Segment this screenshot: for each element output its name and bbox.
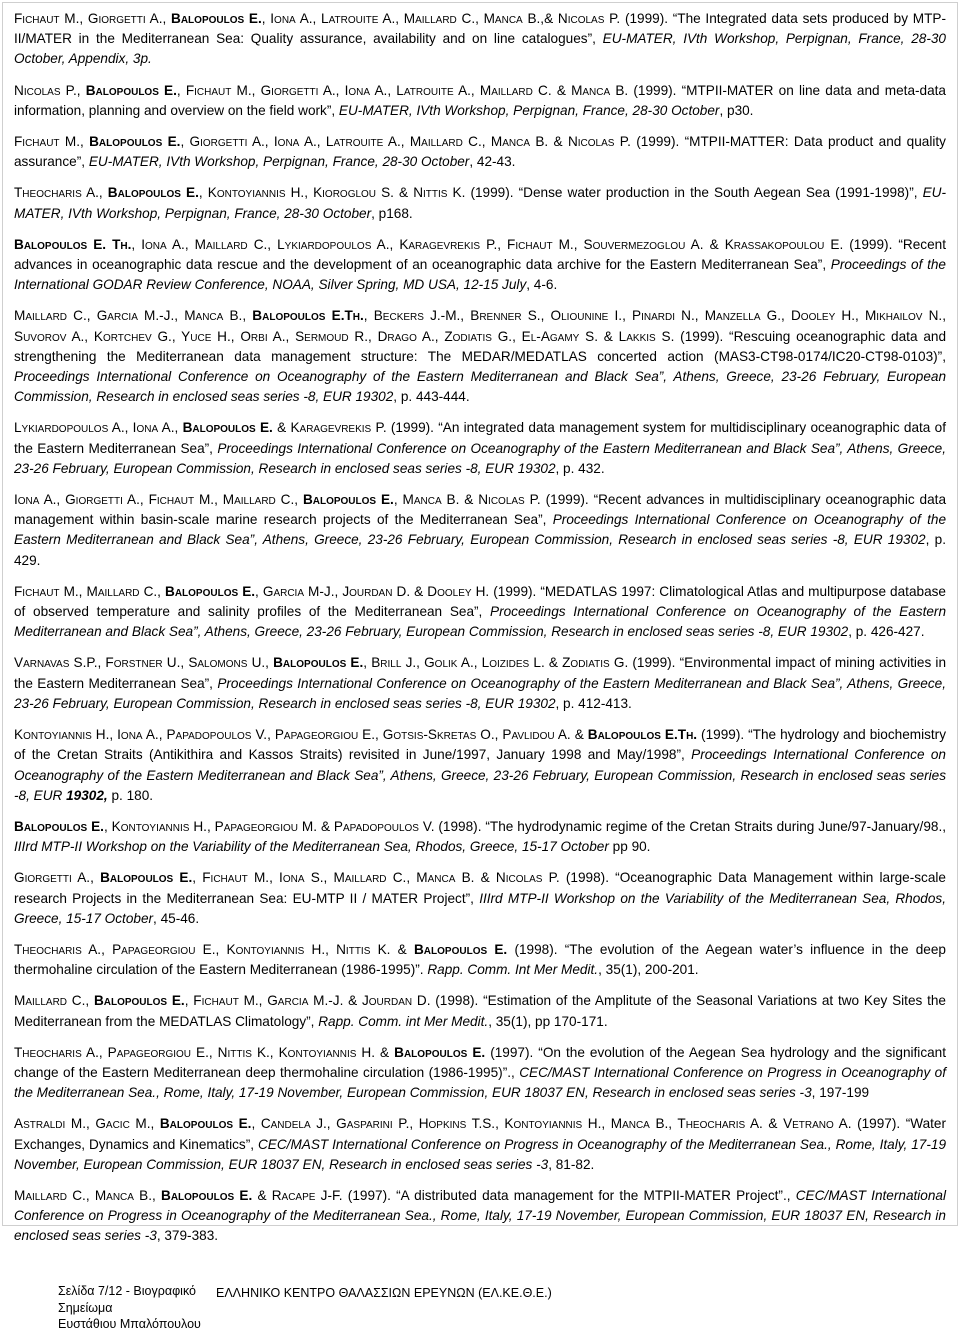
reference-text-run: pp 90. [608,839,651,855]
reference-text-run: Iona A., Giorgetti A., Fichaut M., Maillard C., [14,492,303,508]
reference-text-run: Balopoulos E. [182,420,273,436]
reference-text-run: CEC/MAST International Conference on Progress in Oceanography of the Mediterranean Sea., Rome, Italy, 17-19 November, European Commission, EUR 18037 EN, Research in enclosed seas series -3 [14,1187,946,1244]
reference-text-run: (1999). “The Integrated data sets produced by MTP-II/MATER in the Mediterranean Sea: Quality assurance, availability and on line catalogues”, [14,11,946,47]
reference-text-run: (1998). “Oceanographic Data Management within large-scale research Projects in the Mediterranean Sea: EU-MTP II / MATER Project”, [14,870,946,906]
reference-text-run: (1998). “Estimation of the Amplitute of the Seasonal Variations at two Key Sites the Mediterranean from the MEDATLAS Climatology”, [14,993,946,1029]
reference-entry [14,132,946,172]
reference-text-run: Balopoulos E. [89,134,181,150]
reference-text-run: Rapp. Comm. Int Mer Medit. [427,962,599,978]
references-list [2,2,958,1244]
reference-text-run: (1999). “The hydrology and biochemistry of the Cretan Straits (Antikithira and Kassos Straits) revisited in June/1997, January 1998 and May/1998”, [14,727,946,763]
reference-text-run: , Garcia M-J., Jourdan D. & Dooley H. [255,583,494,599]
reference-text-run: (1997). “On the evolution of the Aegean Sea hydrology and the significant change of the Eastern Mediterranean deep thermohaline circulation (1986-1995)”., [14,1044,947,1080]
reference-entry [14,582,946,643]
reference-text-run: (1998). “The evolution of the Aegean water’s influence in the deep thermohaline circulation of the Eastern Mediterranean (1986-1995)”. [14,941,946,978]
reference-text-run: , 81-82. [548,1156,595,1172]
reference-entry [14,306,946,407]
reference-text-run: Fichaut M., [14,134,90,150]
reference-text-run: , Manca B. & Nicolas P. [393,492,546,508]
reference-text-run: Balopoulos E. [394,1044,486,1060]
reference-text-run: Balopoulos E. [161,1187,253,1203]
reference-text-run: EU-MATER, IVth Workshop, Perpignan, France, 28-30 October [14,185,947,221]
reference-text-run: & Karagevrekis P. [272,420,391,436]
reference-text-run: , Beckers J.-M., Brenner S., Oliounine I., Pinardi N., Manzella G., Dooley H., Mikhailov N., Suvorov A., Kortchev G., Yuce H., Orbi A., Sermoud R., Drago A., Zodiatis G., El-Agamy S. & Lakkis S. [14,308,946,344]
reference-entry [14,653,946,714]
reference-text-run: EU-MATER, IVth Workshop, Perpignan, France, 28-30 October, Appendix, 3p. [14,31,946,67]
footer-page-info [58,1283,238,1333]
reference-text-run: Fichaut M., Maillard C., [14,583,165,599]
reference-text-run: (1999). “Recent advances in oceanographic data rescue and the development of an oceanographic data archive for the Eastern Mediterranean Sea”, [14,236,946,273]
reference-text-run: Balopoulos E.Th. [587,727,698,743]
reference-text-run: (1999). “Environmental impact of mining activities in the Eastern Mediterranean Sea”, [14,655,947,691]
reference-entry [14,1043,946,1104]
reference-text-run: , Fichaut M., Giorgetti A., Iona A., Latrouite A., Maillard C. & Manca B. [176,82,634,98]
reference-text-run: Balopoulos E. [273,655,364,671]
reference-text-run: CEC/MAST International Conference on Progress in Oceanography of the Mediterranean Sea., Rome, Italy, 17-19 November, European Commission, EUR 18037 EN, Research in enclosed seas series -3 [14,1064,946,1101]
reference-entry [14,418,946,479]
reference-text-run: Maillard C., Garcia M.-J., Manca B., [14,308,253,324]
reference-text-run: Balopoulos E. [159,1116,252,1132]
reference-text-run: , Candela J., Gasparini P., Hopkins T.S., Kontoyiannis H., Manca B., Theocharis A. & Vetrano A. [251,1116,858,1132]
reference-entry [14,868,946,929]
reference-text-run: Balopoulos E. [93,993,185,1009]
reference-entry [14,81,946,121]
reference-text-run: , p30. [719,102,754,118]
reference-text-run: IIIrd MTP-II Workshop on the Variability of the Mediterranean Sea, Rhodos, Greece, 15-17 October [14,839,609,855]
reference-entry [14,490,946,571]
reference-text-run: Theocharis A., [14,185,108,201]
reference-text-run: (1999). “Rescuing oceanographic data and strengthening the Mediterranean data management structure: The MEDAR/MEDATLAS concerted action (MAS3-CT98-0174/IC20-CT98-0103)”, [14,328,947,364]
reference-text-run: Proceedings International Conference on Oceanography of the Eastern Mediterranean and Black Sea”, Athens, Greece, 23-26 February, European Commission, Research in enclosed seas series -8, EUR 19302 [14,604,946,640]
reference-text-run: Proceedings of the International GODAR Review Conference, NOAA, Silver Spring, MD USA, 12-15 July [14,257,946,293]
reference-text-run: Proceedings International Conference on Oceanography of the Eastern Mediterranean and Black Sea”, Athens, Greece, 23-26 February, European Commission, Research in enclosed seas series -8, EUR [14,747,946,803]
reference-text-run: , p. 429. [14,532,946,568]
reference-text-run: Maillard C., Manca B., [14,1187,161,1203]
reference-text-run: Proceedings International Conference on Oceanography of the Eastern Mediterranean and Black Sea”, Athens, Greece, 23-26 February, European Commission, Research in enclosed seas series -8, EUR 19302 [14,440,946,476]
reference-text-run: Lykiardopoulos A., Iona A., [14,420,183,436]
reference-entry [14,9,946,70]
reference-text-run: , 4-6. [526,277,558,293]
reference-text-run: (1997). “Water Exchanges, Dynamics and Kinematics”, [14,1116,947,1152]
reference-text-run: Theocharis A., Papageorgiou E., Kontoyiannis H., Nittis K. & [14,941,414,957]
reference-text-run: (1997). “A distributed data management for the MTPII-MATER Project”., [347,1187,796,1203]
reference-text-run: CEC/MAST International Conference on Progress in Oceanography of the Mediterranean Sea., Rome, Italy, 17-19 November, European Commission, EUR 18037 EN, Research in enclosed seas series -3 [14,1136,947,1172]
reference-text-run: & Racape J-F. [252,1187,348,1203]
reference-text-run: , p168. [371,205,413,221]
reference-text-run: , Kontoyiannis H., Kioroglou S. & Nittis K. [198,185,471,201]
reference-text-run: , 35(1), 200-201. [598,962,699,978]
footer-author: Ευστάθιου Μπαλόπουλου [58,1317,201,1331]
reference-text-run: Balopoulos E. [85,82,177,98]
reference-text-run: , p. 426-427. [848,624,925,640]
reference-text-run: Balopoulos E. [171,11,262,26]
reference-text-run: , 42-43. [469,154,516,170]
reference-text-run: (1998). “The hydrodynamic regime of the Cretan Straits during June/97-January/98., [438,818,947,834]
reference-text-run: Balopoulos E. [165,583,256,599]
reference-text-run: Maillard C., [14,993,94,1009]
reference-text-run: Fichaut M., Giorgetti A., [14,11,172,26]
reference-text-run: Balopoulos E. [302,492,394,508]
reference-text-run: p. 180. [107,787,154,803]
reference-text-run: , Brill J., Golik A., Loizides L. & Zodiatis G. [363,655,633,671]
reference-text-run: Rapp. Comm. int Mer Medit. [318,1013,489,1029]
reference-text-run: Proceedings International Conference on Oceanography of the Eastern Mediterranean and Black Sea”, Athens, Greece, 23-26 February, European Commission, Research in enclosed seas series -8, EUR 19302 [14,512,947,548]
reference-entry [14,235,946,296]
reference-text-run: Astraldi M., Gacic M., [14,1116,160,1132]
reference-text-run: Kontoyiannis H., Iona A., Papadopoulos V., Papageorgiou E., Gotsis-Skretas O., Pavlidou A. & [14,727,588,743]
reference-text-run: EU-MATER, IVth Workshop, Perpignan, France, 28-30 October [338,102,720,118]
reference-text-run: , p. 443-444. [393,389,470,405]
reference-text-run: , Fichaut M., Garcia M.-J. & Jourdan D. [184,993,436,1009]
reference-entry [14,940,946,980]
reference-text-run: (1999). “MTPII-MATTER: Data product and quality assurance”, [14,134,946,170]
reference-text-run: , 379-383. [156,1228,219,1244]
reference-text-run: Proceedings International Conference on Oceanography of the Eastern Mediterranean and Black Sea”, Athens, Greece, 23-26 February, European Commission, Research in enclosed seas series -8, EUR 19302 [14,675,946,711]
reference-text-run: Giorgetti A., [14,870,101,886]
reference-text-run: Balopoulos E.Th. [252,308,364,324]
reference-text-run: (1999). “Dense water production in the South Aegean Sea (1991-1998)”, [470,185,923,201]
reference-text-run: , 35(1), pp 170-171. [488,1013,608,1029]
reference-text-run: (1999). “MTPII-MATER on line data and meta-data information, planning and overview on the field work”, [14,82,946,118]
reference-entry [14,183,946,223]
reference-text-run: Balopoulos E. [100,870,193,886]
reference-text-run: , Iona A., Latrouite A., Maillard C., Manca B.,& Nicolas P. [261,11,625,26]
reference-text-run: Balopoulos E. [14,818,104,834]
footer-institution: ΕΛΛΗΝΙΚΟ ΚΕΝΤΡΟ ΘΑΛΑΣΣΙΩΝ ΕΡΕΥΝΩΝ (ΕΛ.ΚΕ.Θ.Ε.) [216,1286,552,1300]
footer-page-number: Σελίδα 7/12 - Βιογραφικό Σημείωμα [58,1284,197,1315]
reference-text-run: , Fichaut M., Iona S., Maillard C., Manca B. & Nicolas P. [192,870,566,886]
reference-entry [14,817,946,857]
reference-entry [14,725,946,806]
reference-text-run: Balopoulos E. [107,185,199,201]
reference-entry [14,1114,946,1175]
reference-text-run: Theocharis A., Papageorgiou E., Nittis K., Kontoyiannis H. & [14,1044,395,1060]
reference-text-run: (1999). “An integrated data management system for multidisciplinary oceanographic data of the Eastern Mediterranean Sea”, [14,420,946,456]
reference-text-run: , Iona A., Maillard C., Lykiardopoulos A., Karagevrekis P., Fichaut M., Souvermezoglou A. & Krassakopoulou E. [131,236,850,252]
reference-text-run: , 45-46. [153,910,200,926]
reference-text-run: Balopoulos E. Th. [14,236,132,252]
reference-text-run: , Kontoyiannis H., Papageorgiou M. & Papadopoulos V. [103,818,439,834]
reference-text-run: , p. 412-413. [555,695,632,711]
reference-entry [14,991,946,1031]
reference-text-run: , Giorgetti A., Iona A., Latrouite A., Maillard C., Manca B. & Nicolas P. [180,134,637,150]
reference-text-run: , p. 432. [555,460,605,476]
reference-text-run: Nicolas P., [14,82,86,98]
reference-text-run: Proceedings International Conference on Oceanography of the Eastern Mediterranean and Black Sea”, Athens, Greece, 23-26 February, European Commission, Research in enclosed seas series -8, EUR 19302 [14,369,946,405]
reference-text-run: 19302, [66,787,108,803]
reference-text-run: IIIrd MTP-II Workshop on the Variability of the Mediterranean Sea, Rhodos, Greece, 15-17 October [14,890,946,926]
reference-text-run: Balopoulos E. [413,941,508,957]
reference-text-run: (1999). “MEDATLAS 1997: Climatological Atlas and multipurpose database of observed temperature and salinity profiles of the Mediterranean Sea”, [14,583,946,620]
reference-text-run: Varnavas S.P., Forstner U., Salomons U., [14,655,274,671]
reference-text-run: , 197-199 [811,1085,870,1101]
reference-entry [14,1186,946,1247]
reference-text-run: EU-MATER, IVth Workshop, Perpignan, France, 28-30 October [88,154,470,170]
reference-text-run: (1999). “Recent advances in multidisciplinary oceanographic data management within basin-scale marine research projects of the Mediterranean Sea”, [14,492,947,528]
